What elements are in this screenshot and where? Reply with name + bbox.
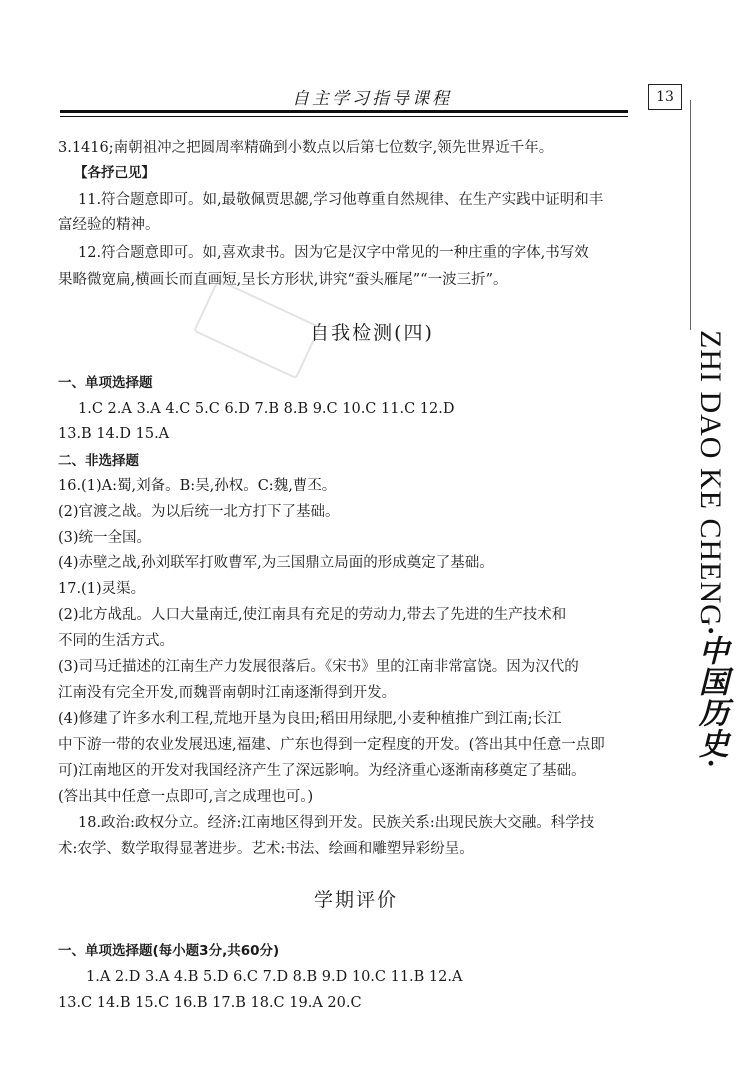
subsection-heading-opinions: 【各抒己见】 xyxy=(74,165,155,181)
header-rule xyxy=(60,110,628,113)
semester-answers-row-2: 13.C 14.B 15.C 16.B 17.B 18.C 19.A 20.C xyxy=(58,995,362,1011)
answers-row-1: 1.C 2.A 3.A 4.C 5.C 6.D 7.B 8.B 9.C 10.C 11.C 12.D xyxy=(78,401,455,417)
answer-16-4: (4)赤壁之战,孙刘联军打败曹军,为三国鼎立局面的形成奠定了基础。 xyxy=(58,555,494,571)
side-banner-latin: ZHI DAO KE CHENG xyxy=(694,330,727,627)
answer-17-3b: 江南没有完全开发,而魏晋南朝时江南逐渐得到开发。 xyxy=(58,685,397,701)
answers-row-2: 13.B 14.D 15.A xyxy=(58,426,170,442)
answer-17-4a: (4)修建了许多水利工程,荒地开垦为良田;稻田用绿肥,小麦种植推广到江南;长江 xyxy=(58,711,562,727)
answer-17-1: 17.(1)灵渠。 xyxy=(58,581,146,597)
answer-17-2b: 不同的生活方式。 xyxy=(58,633,174,649)
side-banner xyxy=(690,330,730,768)
heading-semester-single-choice: 一、单项选择题(每小题3分,共60分) xyxy=(58,943,280,959)
answer-17-2a: (2)北方战乱。人口大量南迁,使江南具有充足的劳动力,带去了先进的生产技术和 xyxy=(58,607,567,623)
semester-answers-row-1: 1.A 2.D 3.A 4.B 5.D 6.C 7.D 8.B 9.D 10.C 11.B 12.A xyxy=(86,969,463,985)
answer-11-line1: 11.符合题意即可。如,最敬佩贾思勰,学习他尊重自然规律、在生产实践中证明和丰 xyxy=(78,192,604,208)
heading-non-choice: 二、非选择题 xyxy=(58,453,139,469)
answer-18a: 18.政治:政权分立。经济:江南地区得到开发。民族关系:出现民族大交融。科学技 xyxy=(78,815,595,831)
margin-divider xyxy=(690,100,691,330)
side-banner-chinese: ·中国历史· xyxy=(694,626,727,768)
section-title-semester: 学期评价 xyxy=(313,889,398,911)
answer-17-3a: (3)司马迁描述的江南生产力发展很落后。《宋书》里的江南非常富饶。因为汉代的 xyxy=(58,659,579,675)
heading-single-choice: 一、单项选择题 xyxy=(58,375,153,391)
answer-17-4c: 可)江南地区的开发对我国经济产生了深远影响。为经济重心逐渐南移奠定了基础。 xyxy=(58,763,586,779)
answer-17-4d: (答出其中任意一点即可,言之成理也可。) xyxy=(58,789,314,805)
header-title: 自主学习指导课程 xyxy=(292,89,452,109)
page-number: 13 xyxy=(648,84,682,110)
answer-16-2: (2)官渡之战。为以后统一北方打下了基础。 xyxy=(58,504,340,520)
header-rule-thin xyxy=(60,116,628,117)
section-title-self-check: 自我检测(四) xyxy=(310,322,434,344)
answer-11-line2: 富经验的精神。 xyxy=(58,217,160,233)
answer-18b: 术:农学、数学取得显著进步。艺术:书法、绘画和雕塑异彩纷呈。 xyxy=(58,841,474,857)
answer-line-pi: 3.1416;南朝祖冲之把圆周率精确到小数点以后第七位数字,领先世界近千年。 xyxy=(58,140,554,156)
answer-12-line2: 果略微宽扁,横画长而直画短,呈长方形状,讲究“蚕头雁尾”“一波三折”。 xyxy=(58,272,508,288)
answer-16-3: (3)统一全国。 xyxy=(58,530,152,546)
answer-16-1: 16.(1)A:蜀,刘备。B:吴,孙权。C:魏,曹丕。 xyxy=(58,478,337,494)
answer-12-line1: 12.符合题意即可。如,喜欢隶书。因为它是汉字中常见的一种庄重的字体,书写效 xyxy=(78,245,589,261)
answer-17-4b: 中下游一带的农业发展迅速,福建、广东也得到一定程度的开发。(答出其中任意一点即 xyxy=(58,737,605,753)
